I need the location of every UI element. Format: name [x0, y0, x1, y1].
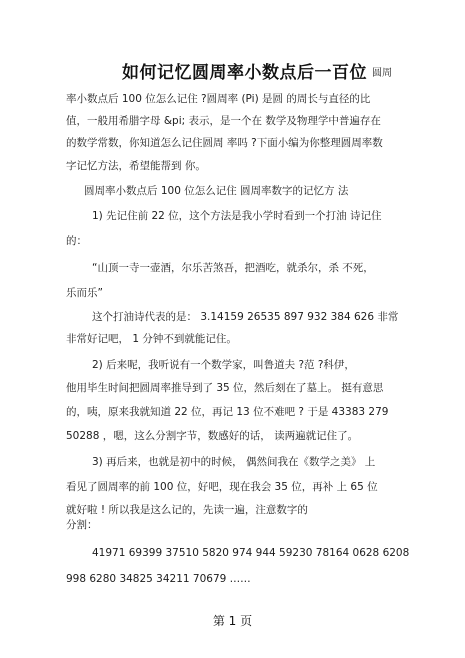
body-line-19: 分割：: [66, 519, 98, 531]
body-line-1: 率小数点后 100 位怎么记住 ?圆周率 (Pi) 是圆 的周长与直径的比: [66, 93, 371, 105]
poem-line-1: “山顶一寺一壶酒，尔乐苦煞吾，把酒吃，就杀尔，杀 不死，: [92, 262, 374, 274]
body-line-2: 值，一般用希腊字母 &pi; 表示，是一个在 数学及物理学中普遍存在: [66, 115, 381, 127]
body-line-17: 看见了圆周率的前 100 位，好吧，现在我会 35 位，再补 上 65 位: [66, 481, 378, 493]
page-title: 如何记忆圆周率小数点后一百位: [122, 63, 367, 83]
body-line-4: 字记忆方法，希望能帮到 你。: [66, 160, 206, 172]
title-continuation: 圆周: [372, 68, 392, 79]
poem-line-2: 乐而乐”: [66, 287, 103, 299]
section-heading: 圆周率小数点后 100 位怎么记住 圆周率数字的记忆方 法: [84, 185, 349, 197]
body-line-7: 的：: [66, 235, 87, 247]
body-line-12: 2) 后来呢，我听说有一个数学家，叫鲁道夫 ?范 ?科伊，: [92, 359, 355, 371]
body-line-18: 就好啦 ! 所以我是这么记的，先读一遍，注意数字的: [66, 504, 308, 516]
body-line-6: 1) 先记住前 22 位，这个方法是我小学时看到一个打油 诗记住: [92, 210, 382, 222]
body-line-10: 这个打油诗代表的是： 3.14159 26535 897 932 384 626 非常: [92, 311, 399, 323]
body-line-15: 50288 ，嗯，这么分割字节，数感好的话， 读两遍就记住了。: [66, 430, 359, 442]
body-line-11: 非常好记吧， 1 分钟不到就能记住。: [66, 333, 237, 345]
page-number: 第 1 页: [212, 614, 253, 628]
digits-line-2: 998 6280 34825 34211 70679 ……: [66, 573, 251, 585]
title-row: [0, 58, 465, 82]
body-line-16: 3) 再后来，也就是初中的时候， 偶然间我在《数学之美》 上: [92, 456, 376, 468]
body-line-13: 他用毕生时间把圆周率推导到了 35 位，然后刻在了墓上。 挺有意思: [66, 382, 384, 394]
body-line-14: 的，咦，原来我就知道 22 位，再记 13 位不难吧 ? 于是 43383 279: [66, 406, 389, 418]
body-line-3: 的数学常数，你知道怎么记住圆周 率吗 ?下面小编为你整理圆周率数: [66, 137, 383, 149]
digits-line-1: 41971 69399 37510 5820 974 944 59230 78164 0628 6208: [92, 547, 410, 559]
